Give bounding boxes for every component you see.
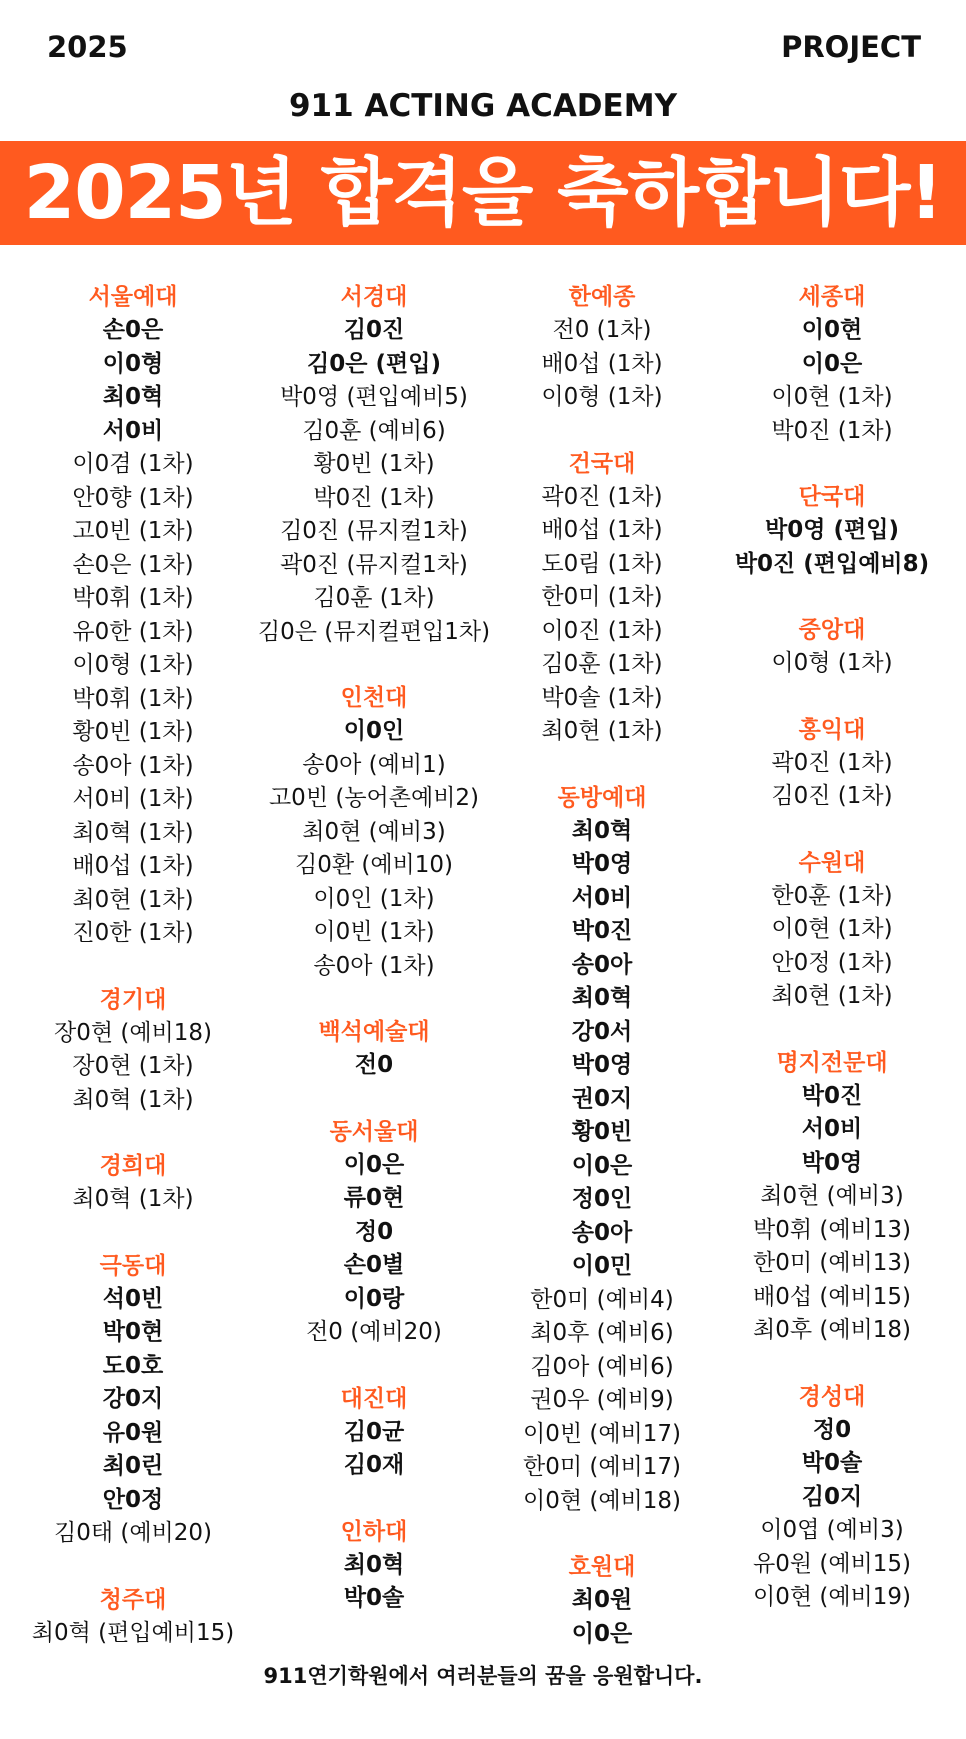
accepted-name: 이0현 (1차) xyxy=(771,384,893,410)
accepted-name: 유0한 (1차) xyxy=(72,618,194,645)
accepted-list xyxy=(15,314,251,951)
accepted-name: 박0진 xyxy=(571,918,633,944)
accepted-name: 배0섭 (1차) xyxy=(541,517,663,543)
school-name: 명지전문대 xyxy=(776,1049,888,1076)
accepted-name: 김0진 xyxy=(343,317,405,343)
school-block xyxy=(15,1583,251,1651)
accepted-name: 손0은 (1차) xyxy=(72,551,194,578)
school-name: 단국대 xyxy=(798,484,866,510)
accepted-name: 이0현 (예비18) xyxy=(522,1487,682,1514)
accepted-name: 진0한 (1차) xyxy=(72,920,194,946)
accepted-name: 최0현 (예비3) xyxy=(302,818,446,845)
accepted-name: 송0아 xyxy=(571,951,633,978)
accepted-name: 서0비 (1차) xyxy=(72,786,194,812)
accepted-name: 서0비 xyxy=(102,417,164,444)
school-name: 건국대 xyxy=(568,450,636,477)
accepted-name: 이0형 (1차) xyxy=(771,650,893,676)
accepted-name: 박0휘 (예비13) xyxy=(752,1216,912,1243)
accepted-name: 도0호 xyxy=(102,1352,164,1379)
accepted-name: 안0정 (1차) xyxy=(771,949,893,976)
accepted-list xyxy=(713,880,951,1014)
year-label: 2025 xyxy=(47,30,128,64)
column-4 xyxy=(713,280,951,1647)
accepted-list xyxy=(15,1017,251,1118)
accepted-name: 황0빈 (1차) xyxy=(72,719,194,745)
accepted-name: 안0정 xyxy=(102,1486,164,1513)
accepted-name: 최0혁 (1차) xyxy=(72,1186,194,1212)
accepted-name: 이0형 (1차) xyxy=(541,384,663,410)
accepted-name: 유0원 (예비15) xyxy=(752,1550,912,1577)
school-block xyxy=(256,1382,492,1483)
accepted-name: 류0현 xyxy=(343,1185,405,1211)
school-block xyxy=(256,1115,492,1350)
school-block xyxy=(256,1015,492,1083)
accepted-name: 이0형 xyxy=(102,350,164,377)
accepted-name: 이0엽 (예비3) xyxy=(760,1517,904,1543)
column-1 xyxy=(15,280,251,1682)
school-block xyxy=(713,613,951,681)
school-name: 서경대 xyxy=(340,284,408,310)
school-block xyxy=(713,1046,951,1348)
accepted-name: 석0빈 xyxy=(102,1285,164,1312)
accepted-name: 최0혁 (1차) xyxy=(72,1086,194,1113)
school-name: 세종대 xyxy=(798,284,866,310)
accepted-name: 박0솔 xyxy=(801,1450,863,1476)
accepted-name: 최0혁 xyxy=(102,384,164,410)
accepted-name: 송0아 xyxy=(571,1219,633,1246)
accepted-list xyxy=(256,1416,492,1483)
accepted-name: 박0현 xyxy=(102,1319,164,1345)
accepted-name: 손0별 xyxy=(343,1252,405,1278)
accepted-name: 김0진 (뮤지컬1차) xyxy=(280,518,468,544)
accepted-list xyxy=(256,1049,492,1083)
accepted-name: 강0서 xyxy=(571,1018,633,1045)
accepted-name: 권0지 xyxy=(571,1085,633,1112)
accepted-name: 이0진 (1차) xyxy=(541,617,663,644)
accepted-name: 정0 xyxy=(812,1416,852,1443)
school-block xyxy=(256,681,492,983)
school-block xyxy=(15,1249,251,1551)
school-name: 인하대 xyxy=(340,1518,408,1545)
school-block xyxy=(484,447,720,749)
accepted-name: 김0균 xyxy=(343,1418,405,1445)
school-block xyxy=(256,1515,492,1616)
accepted-name: 송0아 (1차) xyxy=(313,952,435,979)
school-name: 중앙대 xyxy=(798,617,866,643)
accepted-name: 곽0진 (뮤지컬1차) xyxy=(280,551,468,578)
accepted-name: 김0훈 (1차) xyxy=(313,585,435,611)
project-label: PROJECT xyxy=(781,30,921,64)
accepted-name: 곽0진 (1차) xyxy=(541,483,663,510)
accepted-name: 정0 xyxy=(354,1218,394,1245)
school-name: 동방예대 xyxy=(557,784,647,811)
accepted-name: 안0향 (1차) xyxy=(72,484,194,511)
school-block xyxy=(484,1550,720,1651)
school-name: 동서울대 xyxy=(329,1118,419,1145)
accepted-list xyxy=(713,647,951,681)
accepted-name: 도0림 (1차) xyxy=(541,550,663,577)
congratulations-banner: 2025년 합격을 축하합니다! xyxy=(0,141,966,245)
school-block xyxy=(713,713,951,814)
school-name: 경성대 xyxy=(798,1383,866,1410)
accepted-name: 장0현 (1차) xyxy=(72,1053,194,1079)
column-3 xyxy=(484,280,720,1683)
school-name: 극동대 xyxy=(99,1252,167,1279)
accepted-name: 장0현 (예비18) xyxy=(53,1019,213,1046)
school-block xyxy=(484,781,720,1519)
accepted-name: 최0현 (1차) xyxy=(72,886,194,913)
accepted-name: 이0은 xyxy=(571,1152,633,1179)
accepted-name: 서0비 xyxy=(801,1116,863,1142)
accepted-name: 최0혁 (1차) xyxy=(72,819,194,846)
accepted-name: 한0훈 (1차) xyxy=(771,882,893,909)
accepted-name: 이0민 xyxy=(571,1253,633,1279)
school-name: 대진대 xyxy=(340,1385,408,1412)
accepted-name: 한0미 (1차) xyxy=(541,584,663,610)
accepted-name: 이0인 xyxy=(343,718,405,744)
school-name: 홍익대 xyxy=(798,716,866,743)
accepted-name: 김0환 (예비10) xyxy=(294,852,454,878)
accepted-list xyxy=(484,481,720,749)
accepted-list xyxy=(484,314,720,415)
accepted-name: 박0영 xyxy=(571,851,633,877)
school-name: 한예종 xyxy=(568,284,636,310)
accepted-list xyxy=(713,1414,951,1615)
accepted-name: 박0진 (1차) xyxy=(771,417,893,444)
accepted-name: 김0은 (뮤지컬편입1차) xyxy=(257,618,491,645)
accepted-name: 이0형 (1차) xyxy=(72,652,194,678)
accepted-name: 한0미 (예비13) xyxy=(752,1250,912,1276)
accepted-name: 최0린 xyxy=(102,1453,164,1479)
accepted-name: 송0아 (예비1) xyxy=(302,751,446,778)
accepted-name: 이0현 (예비19) xyxy=(752,1584,912,1610)
accepted-name: 최0혁 xyxy=(571,985,633,1011)
accepted-name: 박0솔 (1차) xyxy=(541,684,663,711)
school-name: 서울예대 xyxy=(88,284,178,310)
school-block xyxy=(15,1149,251,1217)
accepted-name: 이0은 xyxy=(343,1151,405,1178)
accepted-name: 최0혁 xyxy=(571,817,633,844)
accepted-name: 이0은 xyxy=(801,350,863,377)
accepted-name: 유0원 xyxy=(102,1419,164,1446)
accepted-name: 고0빈 (농어촌예비2) xyxy=(268,785,480,811)
accepted-list xyxy=(256,314,492,649)
school-name: 호원대 xyxy=(568,1554,636,1580)
accepted-list xyxy=(713,314,951,448)
accepted-name: 최0현 (1차) xyxy=(541,718,663,744)
accepted-name: 전0 xyxy=(354,1052,394,1078)
accepted-list xyxy=(713,1080,951,1348)
accepted-name: 이0랑 xyxy=(343,1285,405,1312)
school-block xyxy=(713,846,951,1014)
accepted-name: 이0은 xyxy=(571,1620,633,1647)
school-name: 백석예술대 xyxy=(318,1019,430,1045)
academy-title: 911 ACTING ACADEMY xyxy=(288,88,678,124)
school-block xyxy=(713,480,951,581)
accepted-name: 박0솔 xyxy=(343,1585,405,1611)
accepted-name: 이0빈 (1차) xyxy=(313,919,435,945)
accepted-list xyxy=(15,1283,251,1551)
accepted-name: 권0우 (예비9) xyxy=(530,1387,674,1413)
school-name: 경희대 xyxy=(99,1153,167,1179)
accepted-name: 고0빈 (1차) xyxy=(72,518,194,544)
accepted-name: 박0진 (편입예비8) xyxy=(734,550,930,577)
accepted-name: 최0후 (예비18) xyxy=(752,1317,912,1343)
school-block xyxy=(15,280,251,951)
accepted-name: 이0현 xyxy=(801,317,863,343)
accepted-name: 황0빈 xyxy=(571,1119,633,1145)
accepted-name: 박0영 (편입예비5) xyxy=(280,384,468,410)
accepted-name: 박0휘 (1차) xyxy=(72,685,194,712)
accepted-name: 배0섭 (1차) xyxy=(72,853,194,879)
accepted-list xyxy=(15,1617,251,1651)
accepted-list xyxy=(15,1183,251,1217)
accepted-name: 전0 (예비20) xyxy=(306,1319,442,1345)
accepted-name: 박0영 (편입) xyxy=(765,517,899,543)
school-block xyxy=(713,1380,951,1615)
accepted-name: 한0미 (예비4) xyxy=(530,1286,674,1313)
accepted-name: 박0휘 (1차) xyxy=(72,585,194,611)
accepted-name: 이0빈 (예비17) xyxy=(522,1420,682,1447)
accepted-name: 정0인 xyxy=(571,1186,633,1212)
school-name: 수원대 xyxy=(798,849,866,876)
school-block xyxy=(15,983,251,1118)
accepted-list xyxy=(256,1149,492,1350)
accepted-list xyxy=(484,1584,720,1651)
accepted-name: 송0아 (1차) xyxy=(72,752,194,779)
accepted-name: 최0원 xyxy=(571,1587,633,1613)
accepted-name: 전0 (1차) xyxy=(552,317,652,343)
accepted-name: 최0현 (1차) xyxy=(771,983,893,1009)
accepted-name: 이0인 (1차) xyxy=(313,885,435,912)
accepted-name: 배0섭 (예비15) xyxy=(752,1283,912,1310)
accepted-name: 곽0진 (1차) xyxy=(771,749,893,776)
accepted-name: 김0훈 (1차) xyxy=(541,651,663,677)
accepted-name: 김0태 (예비20) xyxy=(53,1520,213,1546)
accepted-list xyxy=(484,815,720,1519)
accepted-list xyxy=(256,1549,492,1616)
school-block xyxy=(256,280,492,649)
accepted-name: 김0은 (편입) xyxy=(307,350,441,377)
accepted-name: 박0진 (1차) xyxy=(313,484,435,511)
school-name: 인천대 xyxy=(340,685,408,711)
footer-message: 911연기학원에서 여러분들의 꿈을 응원합니다. xyxy=(263,1664,703,1688)
accepted-name: 한0미 (예비17) xyxy=(522,1454,682,1480)
accepted-name: 박0진 xyxy=(801,1082,863,1109)
accepted-name: 강0지 xyxy=(102,1386,164,1412)
school-block xyxy=(484,280,720,415)
accepted-name: 박0영 xyxy=(801,1149,863,1176)
accepted-name: 배0섭 (1차) xyxy=(541,350,663,377)
accepted-name: 최0현 (예비3) xyxy=(760,1183,904,1209)
accepted-list xyxy=(256,715,492,983)
accepted-list xyxy=(713,514,951,581)
accepted-name: 서0비 xyxy=(571,884,633,911)
accepted-name: 손0은 xyxy=(102,317,164,343)
column-2 xyxy=(256,280,492,1648)
accepted-name: 최0혁 (편입예비15) xyxy=(31,1619,235,1646)
accepted-name: 이0현 (1차) xyxy=(771,916,893,942)
accepted-name: 김0재 xyxy=(343,1452,405,1478)
accepted-name: 최0혁 xyxy=(343,1551,405,1578)
accepted-name: 최0후 (예비6) xyxy=(530,1320,674,1346)
school-block xyxy=(713,280,951,448)
school-name: 청주대 xyxy=(99,1586,167,1613)
accepted-list xyxy=(713,747,951,814)
accepted-name: 박0영 xyxy=(571,1052,633,1078)
school-name: 경기대 xyxy=(99,986,167,1013)
accepted-name: 이0겸 (1차) xyxy=(72,451,194,477)
accepted-name: 황0빈 (1차) xyxy=(313,451,435,477)
accepted-name: 김0훈 (예비6) xyxy=(302,417,446,444)
accepted-name: 김0진 (1차) xyxy=(771,783,893,809)
accepted-name: 김0아 (예비6) xyxy=(530,1353,674,1380)
accepted-name: 김0지 xyxy=(801,1483,863,1510)
